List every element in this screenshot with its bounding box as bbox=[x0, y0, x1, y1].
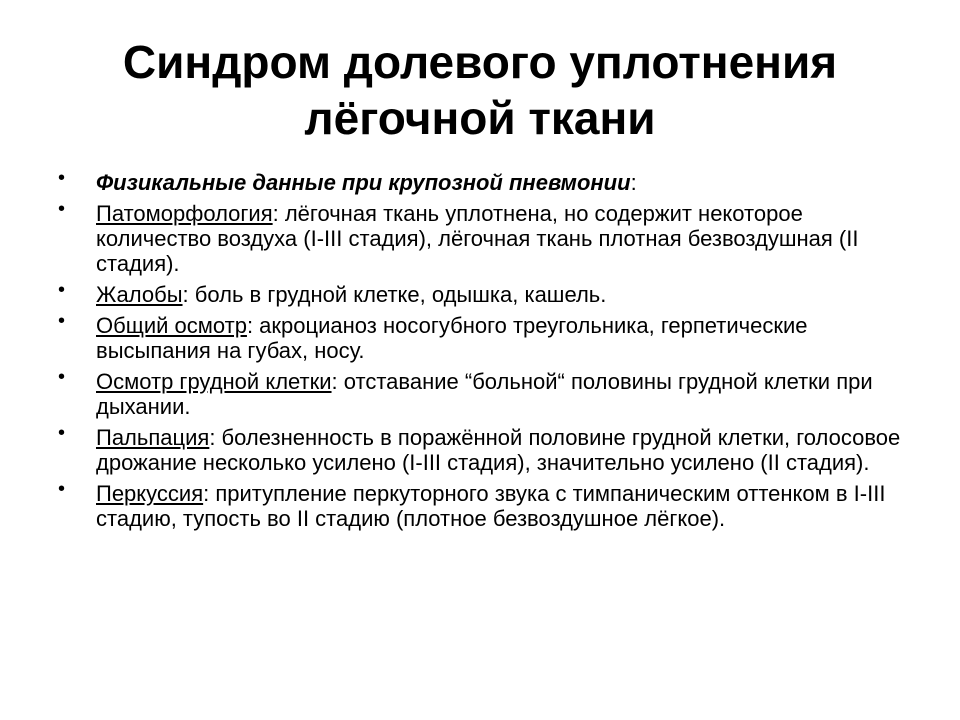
text-palpation: : болезненность в поражённой половине грудной клетки, голосовое дрожание несколько усилено (I-III стадия), значительно усилено (II стадия). bbox=[96, 425, 901, 475]
text-percussion: : притупление перкуторного звука с тимпаническим оттенком в I-III стадию, тупость во II стадию (плотное безвоздушное лёгкое). bbox=[96, 481, 886, 531]
list-item-complaints bbox=[58, 279, 908, 307]
bullet-icon: • bbox=[58, 366, 66, 388]
bullet-icon: • bbox=[58, 478, 66, 500]
intro-colon: : bbox=[630, 170, 637, 195]
text-complaints: : боль в грудной клетке, одышка, кашель. bbox=[182, 282, 607, 307]
list-item-palpation bbox=[58, 422, 908, 475]
term-percussion: Перкуссия bbox=[96, 481, 204, 506]
list-item-chest-exam bbox=[58, 366, 908, 419]
bullet-icon: • bbox=[58, 198, 66, 220]
text-general-exam: : акроцианоз носогубного треугольника, герпетические высыпания на губах, носу. bbox=[96, 313, 808, 363]
bullet-icon: • bbox=[58, 167, 66, 189]
term-pathomorphology: Патоморфология bbox=[96, 201, 273, 226]
list-item-percussion bbox=[58, 478, 908, 531]
bullet-icon: • bbox=[58, 310, 66, 332]
bullet-icon: • bbox=[58, 422, 66, 444]
term-general-exam: Общий осмотр bbox=[96, 313, 247, 338]
list-item-intro bbox=[58, 167, 908, 195]
bullet-icon: • bbox=[58, 279, 66, 301]
text-chest-exam: : отставание “больной“ половины грудной клетки при дыхании. bbox=[96, 369, 873, 419]
term-palpation: Пальпация bbox=[96, 425, 210, 450]
term-complaints: Жалобы bbox=[96, 282, 183, 307]
slide-title bbox=[40, 34, 920, 146]
list-item-general-exam bbox=[58, 310, 908, 363]
bullet-list bbox=[58, 167, 908, 537]
title-line-1: Синдром долевого уплотнения bbox=[122, 36, 838, 88]
title-line-2: лёгочной ткани bbox=[304, 92, 656, 144]
text-pathomorphology: : лёгочная ткань уплотнена, но содержит некоторое количество воздуха (I-III стадия), лёгочная ткань плотная безвоздушная (II стадия). bbox=[96, 201, 859, 276]
term-chest-exam: Осмотр грудной клетки bbox=[96, 369, 332, 394]
intro-heading: Физикальные данные при крупозной пневмонии bbox=[96, 170, 631, 195]
list-item-pathomorphology bbox=[58, 198, 908, 276]
